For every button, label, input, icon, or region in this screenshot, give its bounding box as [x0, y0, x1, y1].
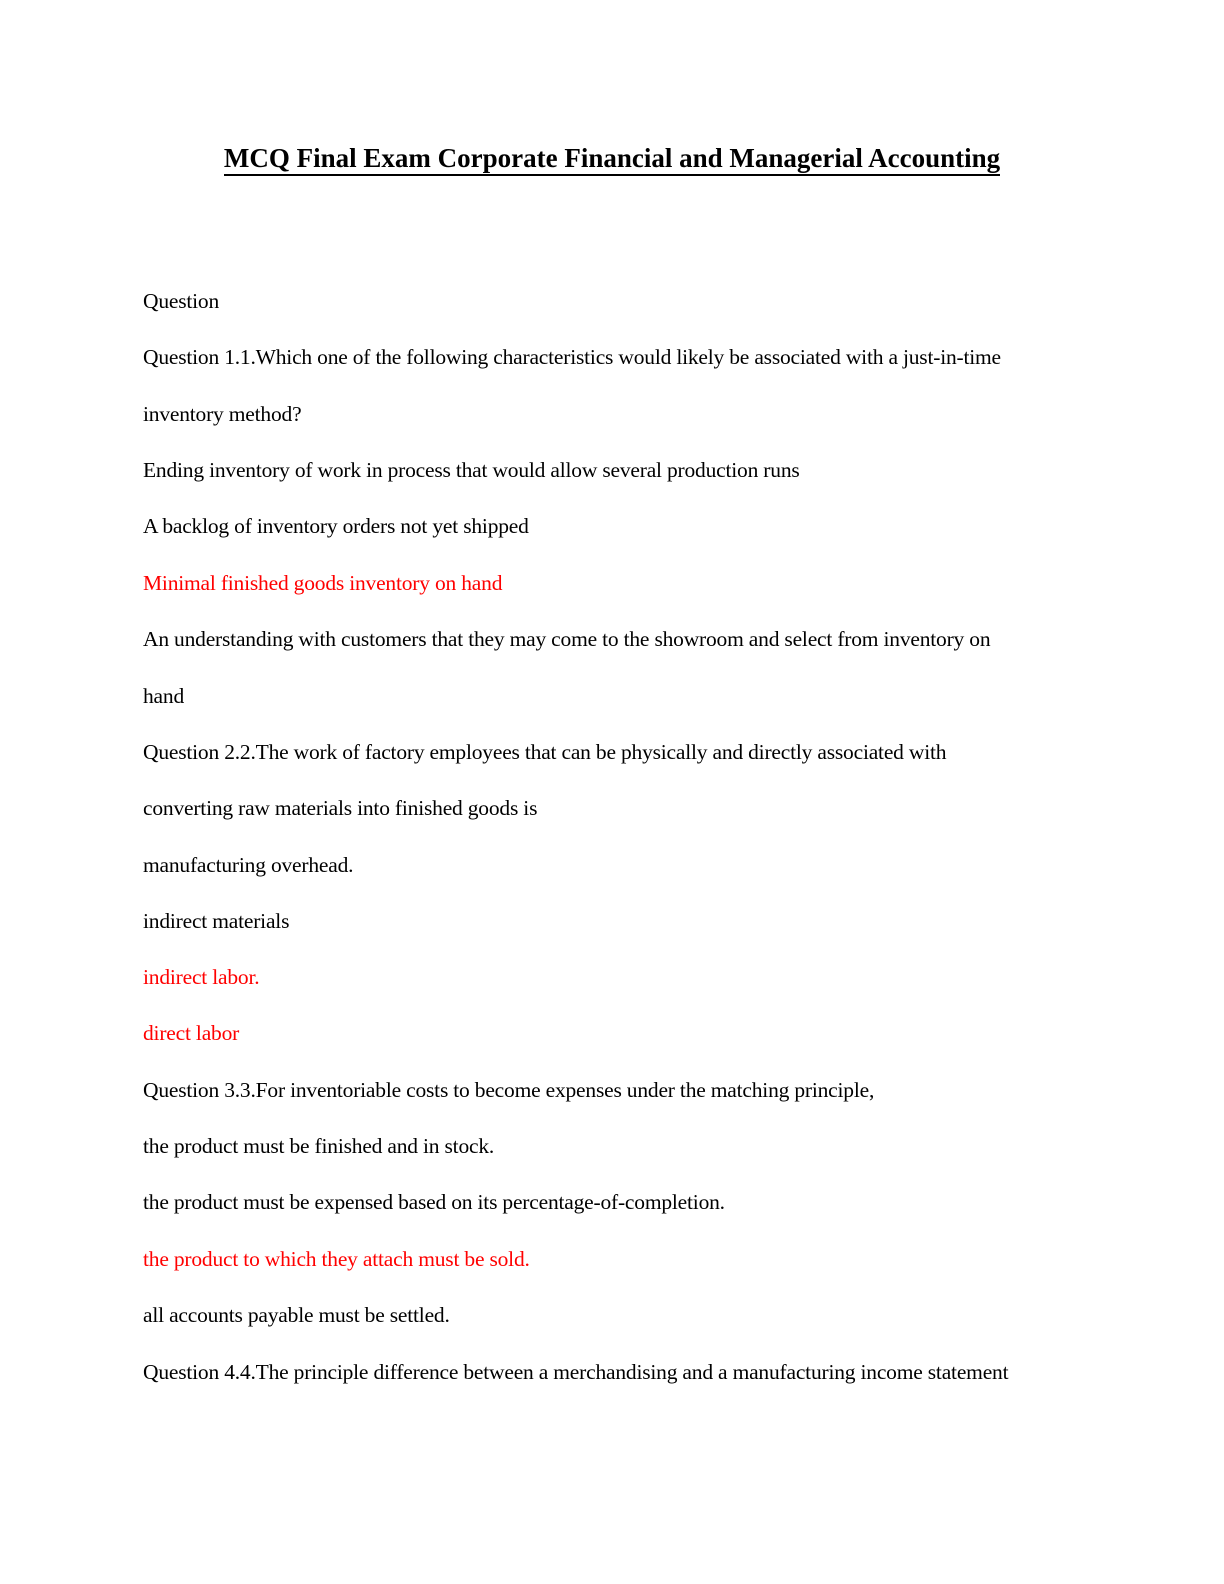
question-1-text: Question 1.1.Which one of the following characteristics would likely be associated with a just-in-time: [143, 345, 1001, 369]
document-title-text: MCQ Final Exam Corporate Financial and Managerial Accounting: [224, 143, 1000, 176]
document-title: [0, 140, 1224, 176]
question-3-option: all accounts payable must be settled.: [143, 1303, 450, 1327]
question-3-option: the product must be finished and in stock.: [143, 1134, 495, 1158]
question-1-option: Ending inventory of work in process that would allow several production runs: [143, 458, 800, 482]
question-3-text: Question 3.3.For inventoriable costs to become expenses under the matching principle,: [143, 1078, 875, 1102]
question-2-option: manufacturing overhead.: [143, 853, 354, 877]
question-2-text: Question 2.2.The work of factory employees that can be physically and directly associated with: [143, 740, 947, 764]
question-2-option: indirect materials: [143, 909, 290, 933]
question-2-correct-option: indirect labor.: [143, 965, 260, 989]
question-3-option: the product must be expensed based on its percentage-of-completion.: [143, 1190, 725, 1214]
question-1-option: An understanding with customers that they may come to the showroom and select from inventory on: [143, 627, 991, 651]
question-1-correct-option: Minimal finished goods inventory on hand: [143, 571, 503, 595]
question-2-text-cont: converting raw materials into finished goods is: [143, 796, 538, 820]
question-3-correct-option: the product to which they attach must be sold.: [143, 1247, 530, 1271]
question-4-text: Question 4.4.The principle difference between a merchandising and a manufacturing income statement: [143, 1360, 1009, 1384]
question-1-option-cont: hand: [143, 684, 184, 708]
question-2-correct-option: direct labor: [143, 1021, 240, 1045]
question-heading: Question: [143, 289, 220, 313]
question-1-option: A backlog of inventory orders not yet shipped: [143, 514, 529, 538]
question-1-text-cont: inventory method?: [143, 402, 302, 426]
